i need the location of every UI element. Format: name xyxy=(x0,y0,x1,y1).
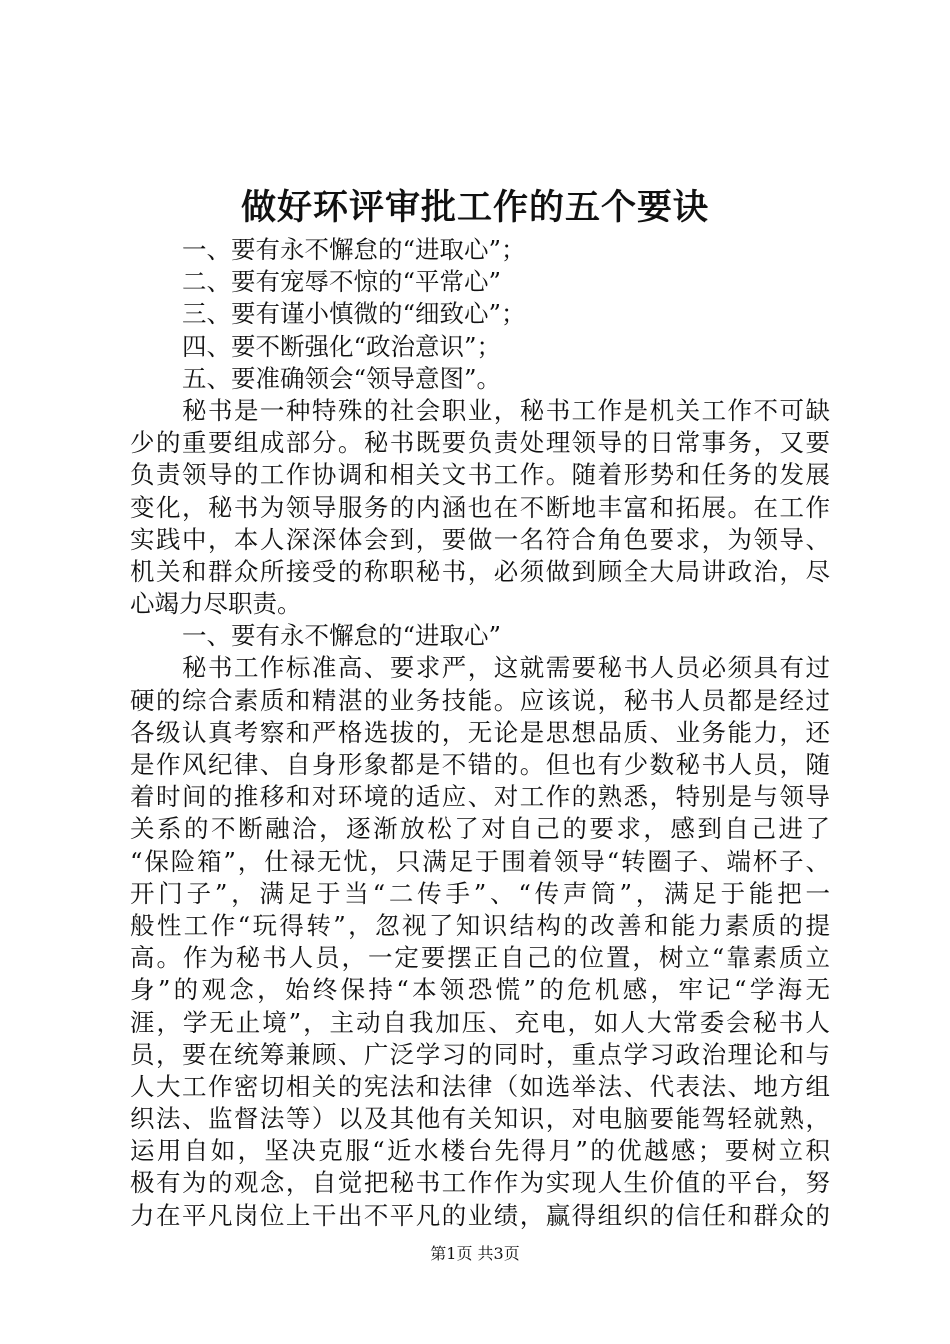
body-line: 四、要不断强化“政治意识”； xyxy=(182,331,502,361)
body-line: 变化，秘书为领导服务的内涵也在不断地丰富和拓展。在工作 xyxy=(130,492,830,522)
body-line: 机关和群众所接受的称职秘书，必须做到顾全大局讲政治，尽 xyxy=(130,556,830,586)
body-line: 负责领导的工作协调和相关文书工作。随着形势和任务的发展 xyxy=(130,460,830,490)
document-title: 做好环评审批工作的五个要诀 xyxy=(240,187,709,228)
body-line: 各级认真考察和严格选拔的，无论是思想品质、业务能力，还 xyxy=(130,717,830,747)
body-line: 般性工作“玩得转”，忽视了知识结构的改善和能力素质的提 xyxy=(130,910,830,940)
body-line: 实践中，本人深深体会到，要做一名符合角色要求，为领导、 xyxy=(130,524,830,554)
document-body xyxy=(130,234,830,1232)
body-line: 二、要有宠辱不惊的“平常心” xyxy=(182,267,502,297)
body-line: 人大工作密切相关的宪法和法律（如选举法、代表法、地方组 xyxy=(130,1071,830,1101)
body-line: 员，要在统筹兼顾、广泛学习的同时，重点学习政治理论和与 xyxy=(130,1039,830,1069)
body-line: 极有为的观念，自觉把秘书工作作为实现人生价值的平台，努 xyxy=(130,1168,830,1198)
body-line: 运用自如，坚决克服“近水楼台先得月”的优越感；要树立积 xyxy=(130,1136,830,1166)
body-line: 一、要有永不懈怠的“进取心”； xyxy=(182,235,526,264)
page-footer: 第1页 共3页 xyxy=(430,1244,520,1263)
body-line: 秘书工作标准高、要求严，这就需要秘书人员必须具有过 xyxy=(182,653,830,683)
body-line: 开门子”，满足于当“二传手”、“传声筒”，满足于能把一 xyxy=(130,878,830,908)
body-line: 涯，学无止境”，主动自我加压、充电，如人大常委会秘书人 xyxy=(130,1007,830,1037)
body-line: 少的重要组成部分。秘书既要负责处理领导的日常事务，又要 xyxy=(130,428,830,458)
body-line: 着时间的推移和对环境的适应、对工作的熟悉，特别是与领导 xyxy=(130,782,830,812)
body-line: 身”的观念，始终保持“本领恐慌”的危机感，牢记“学海无 xyxy=(130,975,830,1005)
body-line: 五、要准确领会“领导意图”。 xyxy=(182,363,502,393)
body-line: 是作风纪律、自身形象都是不错的。但也有少数秘书人员，随 xyxy=(130,750,830,779)
body-line: 三、要有谨小慎微的“细致心”； xyxy=(182,299,526,329)
body-line: 关系的不断融洽，逐渐放松了对自己的要求，感到自己进了 xyxy=(130,814,830,844)
body-line: “保险箱”，仕禄无忧，只满足于围着领导“转圈子、端杯子、 xyxy=(130,846,830,876)
body-line: 秘书是一种特殊的社会职业，秘书工作是机关工作不可缺 xyxy=(182,395,830,425)
body-line: 织法、监督法等）以及其他有关知识，对电脑要能驾轻就熟， xyxy=(130,1104,830,1134)
body-line: 硬的综合素质和精湛的业务技能。应该说，秘书人员都是经过 xyxy=(130,685,830,715)
body-line: 一、要有永不懈怠的“进取心” xyxy=(182,621,502,651)
body-line: 高。作为秘书人员，一定要摆正自己的位置，树立“靠素质立 xyxy=(130,943,830,973)
body-line: 力在平凡岗位上干出不平凡的业绩，赢得组织的信任和群众的 xyxy=(130,1200,830,1230)
body-line: 心竭力尽职责。 xyxy=(130,589,302,619)
